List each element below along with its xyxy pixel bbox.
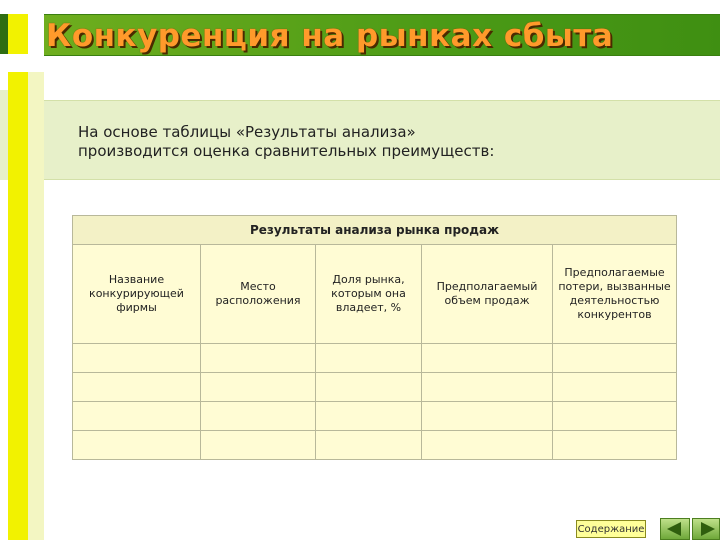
table-cell <box>316 344 422 373</box>
intro-line-1: На основе таблицы «Результаты анализа» <box>78 123 416 141</box>
header-firm-name: Название конкурирующей фирмы <box>73 245 201 344</box>
table-cell <box>553 344 677 373</box>
table-cell <box>316 373 422 402</box>
table-cell <box>422 431 553 460</box>
header-market-share: Доля рынка, которым она владеет, % <box>316 245 422 344</box>
table-cell <box>316 402 422 431</box>
prev-button[interactable] <box>660 518 690 540</box>
table-cell <box>73 344 201 373</box>
intro-text <box>78 123 678 161</box>
table-cell <box>201 402 316 431</box>
table-caption: Результаты анализа рынка продаж <box>73 216 677 245</box>
left-cream-stripe <box>28 0 44 540</box>
next-button[interactable] <box>692 518 720 540</box>
table-cell <box>553 431 677 460</box>
contents-button[interactable]: Содержание <box>576 520 646 538</box>
table-cell <box>73 431 201 460</box>
header-expected-sales: Предполагаемый объем продаж <box>422 245 553 344</box>
title-left-accent <box>0 14 8 54</box>
table-cell <box>316 431 422 460</box>
table-row <box>73 431 677 460</box>
header-expected-losses: Предполагаемые потери, вызванные деятельностью конкурентов <box>553 245 677 344</box>
table-cell <box>201 373 316 402</box>
table-cell <box>553 402 677 431</box>
page-title: Конкуренция на рынках сбыта <box>46 18 614 54</box>
table-cell <box>201 431 316 460</box>
table-row <box>73 402 677 431</box>
intro-line-2: производится оценка сравнительных преимуществ: <box>78 142 495 160</box>
left-panel-stripe <box>0 90 8 180</box>
table-cell <box>201 344 316 373</box>
title-yellow-accent <box>8 14 28 54</box>
analysis-table <box>72 215 677 460</box>
table-row <box>73 373 677 402</box>
title-band <box>0 0 720 72</box>
table-cell <box>422 402 553 431</box>
header-location: Место расположения <box>201 245 316 344</box>
table-cell <box>422 373 553 402</box>
table-cell <box>553 373 677 402</box>
table-cell <box>73 373 201 402</box>
table-row <box>73 344 677 373</box>
table-cell <box>73 402 201 431</box>
arrow-right-icon <box>697 521 717 537</box>
left-yellow-stripe <box>8 0 28 540</box>
arrow-left-icon <box>665 521 685 537</box>
table-cell <box>422 344 553 373</box>
